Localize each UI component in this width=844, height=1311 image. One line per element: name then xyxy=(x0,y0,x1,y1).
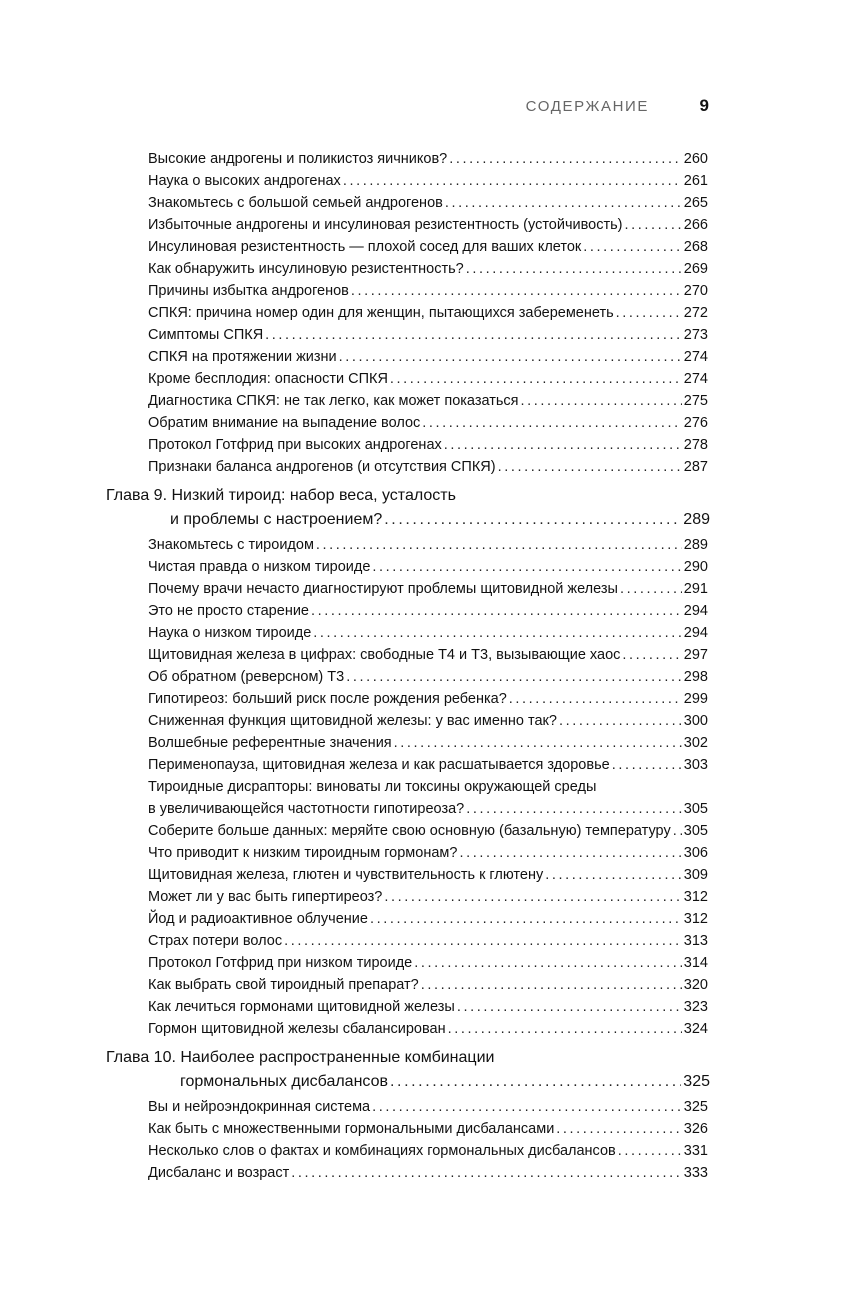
toc-entry-title: Сниженная функция щитовидной железы: у вас именно так? xyxy=(148,713,557,729)
leader-dots xyxy=(559,710,682,732)
leader-dots xyxy=(444,434,682,456)
toc-entry-page: 331 xyxy=(683,1143,708,1159)
toc-entry xyxy=(148,346,708,368)
leader-dots xyxy=(521,390,682,412)
toc-entry-title: Щитовидная железа, глютен и чувствительность к глютену xyxy=(148,867,544,883)
toc-entry xyxy=(148,864,708,886)
toc-entry xyxy=(148,368,708,390)
toc-entry-title: Протокол Готфрид при низком тироиде xyxy=(148,955,413,971)
leader-dots xyxy=(509,688,682,710)
toc-entry-title: Диагностика СПКЯ: не так легко, как может показаться xyxy=(148,393,519,409)
leader-dots xyxy=(459,842,681,864)
leader-dots xyxy=(372,1096,682,1118)
toc-entry-page: 312 xyxy=(683,889,708,905)
toc-entry-page: 320 xyxy=(683,977,708,993)
leader-dots xyxy=(622,644,681,666)
toc-entry-title: Наука о низком тироиде xyxy=(148,625,312,641)
chapter-title-continuation: и проблемы с настроением? xyxy=(170,511,383,528)
toc-entry xyxy=(148,302,708,324)
leader-dots xyxy=(372,556,681,578)
leader-dots xyxy=(346,666,682,688)
toc-entry xyxy=(148,534,708,556)
toc-entry-first-line xyxy=(148,776,708,798)
toc-entry-title: Инсулиновая резистентность — плохой сосед для ваших клеток xyxy=(148,239,582,255)
toc-entry-title: Волшебные референтные значения xyxy=(148,735,392,751)
leader-dots xyxy=(384,508,681,532)
toc-entry xyxy=(148,996,708,1018)
leader-dots xyxy=(265,324,682,346)
toc-entry-title: Обратим внимание на выпадение волос xyxy=(148,415,421,431)
leader-dots xyxy=(466,798,682,820)
chapter-title-continuation: гормональных дисбалансов xyxy=(180,1073,388,1090)
toc-entry-page: 312 xyxy=(683,911,708,927)
running-header xyxy=(0,96,844,120)
toc-entry xyxy=(148,578,708,600)
toc-entry-page: 278 xyxy=(683,437,708,453)
leader-dots xyxy=(457,996,682,1018)
toc-entry-page: 303 xyxy=(683,757,708,773)
toc-entry xyxy=(148,148,708,170)
toc-entry-title: Признаки баланса андрогенов (и отсутствия СПКЯ) xyxy=(148,459,496,475)
toc-entry-page: 326 xyxy=(683,1121,708,1137)
toc-entry-title: Дисбаланс и возраст xyxy=(148,1165,290,1181)
toc-entry xyxy=(148,1162,708,1184)
toc-entry xyxy=(148,556,708,578)
toc-entry xyxy=(148,644,708,666)
leader-dots xyxy=(384,886,681,908)
leader-dots xyxy=(612,754,682,776)
toc-entry-title: Симптомы СПКЯ xyxy=(148,327,264,343)
toc-entry-title: Гормон щитовидной железы сбалансирован xyxy=(148,1021,446,1037)
toc-entry xyxy=(148,1118,708,1140)
toc-entry-title: Страх потери волос xyxy=(148,933,283,949)
leader-dots xyxy=(421,974,682,996)
toc-entry-title: Чистая правда о низком тироиде xyxy=(148,559,371,575)
leader-dots xyxy=(351,280,682,302)
toc-entry xyxy=(148,412,708,434)
leader-dots xyxy=(583,236,682,258)
chapter-heading-continuation xyxy=(180,1070,710,1094)
toc-entry-second-line xyxy=(148,798,708,820)
section-title: СОДЕРЖАНИЕ xyxy=(525,98,649,115)
toc-entry-page: 260 xyxy=(683,151,708,167)
toc-entry-page: 265 xyxy=(683,195,708,211)
toc-entry xyxy=(148,974,708,996)
toc-entry-page: 274 xyxy=(683,371,708,387)
leader-dots xyxy=(616,302,682,324)
leader-dots xyxy=(498,456,682,478)
toc-entry xyxy=(148,1096,708,1118)
leader-dots xyxy=(448,1018,682,1040)
toc-entry-title: Как выбрать свой тироидный препарат? xyxy=(148,977,419,993)
leader-dots xyxy=(445,192,682,214)
toc-entry xyxy=(148,324,708,346)
page-number: 9 xyxy=(699,96,709,115)
chapter-title: Глава 10. Наиболее распространенные комбинации xyxy=(106,1049,495,1066)
toc-entry xyxy=(148,710,708,732)
toc-entry-page: 294 xyxy=(683,603,708,619)
toc-entry-title: Об обратном (реверсном) Т3 xyxy=(148,669,345,685)
toc-entry-page: 268 xyxy=(683,239,708,255)
toc-entry-page: 270 xyxy=(683,283,708,299)
leader-dots xyxy=(449,148,682,170)
leader-dots xyxy=(618,1140,682,1162)
toc-entry xyxy=(148,754,708,776)
toc-entry-title: Кроме бесплодия: опасности СПКЯ xyxy=(148,371,388,387)
toc-entry-title: Несколько слов о фактах и комбинациях гормональных дисбалансов xyxy=(148,1143,616,1159)
toc-entry-page: 272 xyxy=(683,305,708,321)
leader-dots xyxy=(316,534,682,556)
toc-entry-title: Вы и нейроэндокринная система xyxy=(148,1099,371,1115)
toc-entry-page: 302 xyxy=(683,735,708,751)
toc-entry-page: 287 xyxy=(683,459,708,475)
chapter-title: Глава 9. Низкий тироид: набор веса, усталость xyxy=(106,487,456,504)
leader-dots xyxy=(673,820,682,842)
toc-entry xyxy=(148,214,708,236)
toc-entry-title: Что приводит к низким тироидным гормонам? xyxy=(148,845,458,861)
toc-entry xyxy=(148,622,708,644)
chapter-heading xyxy=(106,1046,710,1070)
toc-entry-title: Знакомьтесь с большой семьей андрогенов xyxy=(148,195,443,211)
toc-entry xyxy=(148,820,708,842)
toc-entry-page: 276 xyxy=(683,415,708,431)
toc-entry-page: 298 xyxy=(683,669,708,685)
leader-dots xyxy=(291,1162,682,1184)
toc-entry-page: 269 xyxy=(683,261,708,277)
toc-entry xyxy=(148,192,708,214)
leader-dots xyxy=(313,622,682,644)
toc-entry-page: 313 xyxy=(683,933,708,949)
toc-entry-title: Почему врачи нечасто диагностируют проблемы щитовидной железы xyxy=(148,581,618,597)
toc-entry-title: Причины избытка андрогенов xyxy=(148,283,349,299)
toc-entry-title-continuation: в увеличивающейся частотности гипотиреоза? xyxy=(148,801,465,817)
toc-entry-title: Гипотиреоз: больший риск после рождения ребенка? xyxy=(148,691,507,707)
toc-entry xyxy=(148,1140,708,1162)
toc-entry xyxy=(148,732,708,754)
toc-entry-page: 290 xyxy=(683,559,708,575)
leader-dots xyxy=(556,1118,682,1140)
toc-entry-title: Может ли у вас быть гипертиреоз? xyxy=(148,889,383,905)
toc-entry-page: 294 xyxy=(683,625,708,641)
toc-entry xyxy=(148,952,708,974)
leader-dots xyxy=(466,258,682,280)
toc-entry-page: 275 xyxy=(683,393,708,409)
toc-entry-title: СПКЯ: причина номер один для женщин, пытающихся забеременеть xyxy=(148,305,614,321)
leader-dots xyxy=(422,412,682,434)
leader-dots xyxy=(370,908,682,930)
toc-entry-page: 323 xyxy=(683,999,708,1015)
toc-entry-page: 261 xyxy=(683,173,708,189)
leader-dots xyxy=(545,864,682,886)
toc-entry-page: 305 xyxy=(683,823,708,839)
toc-entry-page: 273 xyxy=(683,327,708,343)
toc-entry-page: 291 xyxy=(683,581,708,597)
leader-dots xyxy=(390,1070,681,1094)
toc-entry xyxy=(148,1018,708,1040)
toc-entry xyxy=(148,434,708,456)
toc-entry-title: Высокие андрогены и поликистоз яичников? xyxy=(148,151,448,167)
toc-entry-title: Тироидные дисрапторы: виноваты ли токсины окружающей среды xyxy=(148,779,597,795)
toc-entry xyxy=(148,390,708,412)
toc-entry-page: 274 xyxy=(683,349,708,365)
toc-entry-page: 325 xyxy=(683,1099,708,1115)
toc-entry xyxy=(148,236,708,258)
toc-entry-title: Наука о высоких андрогенах xyxy=(148,173,341,189)
leader-dots xyxy=(343,170,682,192)
toc-entry xyxy=(148,842,708,864)
toc-entry-page: 309 xyxy=(683,867,708,883)
leader-dots xyxy=(414,952,682,974)
chapter-heading xyxy=(106,484,710,508)
chapter-page: 289 xyxy=(683,511,710,528)
leader-dots xyxy=(625,214,682,236)
leader-dots xyxy=(311,600,682,622)
toc-entry-page: 266 xyxy=(683,217,708,233)
toc-entry xyxy=(148,908,708,930)
toc-entry xyxy=(148,930,708,952)
toc-entry-title: СПКЯ на протяжении жизни xyxy=(148,349,337,365)
leader-dots xyxy=(390,368,682,390)
toc-entry-page: 297 xyxy=(683,647,708,663)
toc-entry xyxy=(148,666,708,688)
leader-dots xyxy=(339,346,682,368)
toc-entry-title: Как быть с множественными гормональными дисбалансами xyxy=(148,1121,555,1137)
toc-entry xyxy=(148,600,708,622)
toc-entry-page: 300 xyxy=(683,713,708,729)
toc-entry-title: Знакомьтесь с тироидом xyxy=(148,537,314,553)
toc-entry xyxy=(148,886,708,908)
toc-entry-title: Как обнаружить инсулиновую резистентность? xyxy=(148,261,464,277)
toc-entry-page: 299 xyxy=(683,691,708,707)
chapter-page: 325 xyxy=(683,1073,710,1090)
toc-entry-title: Щитовидная железа в цифрах: свободные Т4 и Т3, вызывающие хаос xyxy=(148,647,621,663)
toc-entry-page: 324 xyxy=(683,1021,708,1037)
leader-dots xyxy=(620,578,682,600)
toc-entry-page: 333 xyxy=(683,1165,708,1181)
toc-entry xyxy=(148,456,708,478)
toc-entry-title: Соберите больше данных: меряйте свою основную (базальную) температуру xyxy=(148,823,671,839)
toc-entry-page: 305 xyxy=(683,801,708,817)
toc-entry-title: Это не просто старение xyxy=(148,603,309,619)
toc-entry-page: 314 xyxy=(683,955,708,971)
toc-entry-title: Йод и радиоактивное облучение xyxy=(148,911,368,927)
toc-entry-title: Избыточные андрогены и инсулиновая резистентность (устойчивость) xyxy=(148,217,623,233)
toc-entry xyxy=(148,258,708,280)
toc-entry xyxy=(148,688,708,710)
toc-entry xyxy=(148,170,708,192)
toc-entry-title: Протокол Готфрид при высоких андрогенах xyxy=(148,437,442,453)
toc-entry-title: Как лечиться гормонами щитовидной железы xyxy=(148,999,455,1015)
toc-entry xyxy=(148,280,708,302)
leader-dots xyxy=(394,732,682,754)
chapter-heading-continuation xyxy=(170,508,710,532)
toc-entry-page: 289 xyxy=(683,537,708,553)
leader-dots xyxy=(284,930,682,952)
toc-entry-title: Перименопауза, щитовидная железа и как расшатывается здоровье xyxy=(148,757,610,773)
toc-entry-page: 306 xyxy=(683,845,708,861)
